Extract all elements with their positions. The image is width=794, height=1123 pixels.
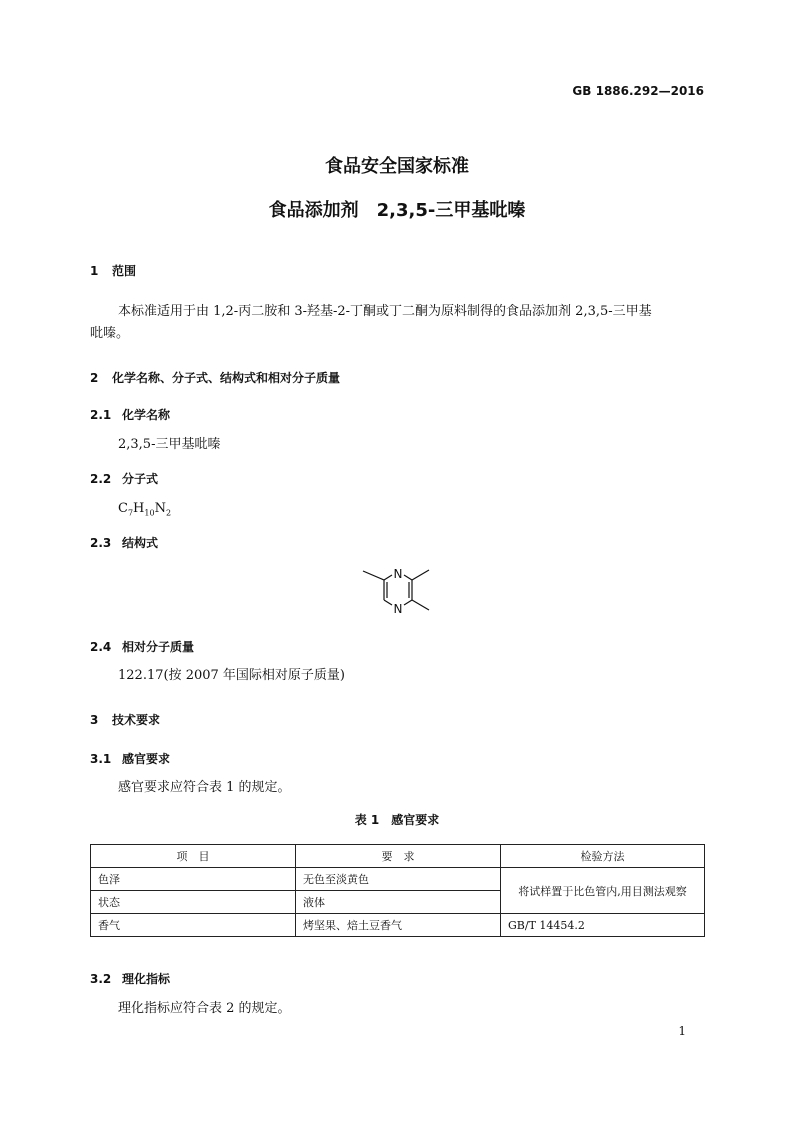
section-3-1-heading	[90, 750, 170, 767]
table-header-row	[91, 845, 705, 868]
physicochemical-text: 理化指标应符合表 2 的规定。	[118, 1001, 291, 1016]
section-2-2-heading	[90, 470, 158, 487]
table-cell-item: 状态	[91, 891, 296, 914]
scope-paragraph-line1: 本标准适用于由 1,2-丙二胺和 3-羟基-2-丁酮或丁二酮为原料制得的食品添加剂 2,3,5-三甲基	[118, 304, 652, 319]
table-cell-requirement: 液体	[296, 891, 501, 914]
standard-number: GB 1886.292—2016	[572, 84, 704, 98]
formula-element: H	[133, 501, 145, 516]
table-header-cell: 要 求	[296, 845, 501, 868]
document-subtitle: 食品添加剂 2,3,5-三甲基吡嗪	[268, 200, 526, 221]
structural-formula	[355, 560, 435, 620]
section-title: 化学名称、分子式、结构式和相对分子质量	[112, 371, 341, 385]
table-row	[91, 914, 705, 937]
section-number: 3	[90, 713, 99, 727]
table-1-caption: 表 1 感官要求	[354, 813, 440, 827]
document-title: 食品安全国家标准	[325, 156, 469, 177]
chemical-name: 2,3,5-三甲基吡嗪	[118, 437, 221, 452]
section-title: 结构式	[122, 536, 159, 550]
table-row	[91, 868, 705, 891]
section-title: 分子式	[122, 472, 159, 486]
nitrogen-atom-bottom: N	[393, 602, 403, 616]
table-header-cell: 检验方法	[501, 845, 705, 868]
section-title: 感官要求	[122, 752, 171, 766]
page-number: 1	[678, 1024, 686, 1038]
section-number: 2.2	[90, 472, 112, 486]
formula-element: C	[118, 501, 128, 516]
section-number: 2	[90, 371, 99, 385]
section-number: 3.1	[90, 752, 112, 766]
table-cell-requirement: 烤坚果、焙土豆香气	[296, 914, 501, 937]
section-number: 2.1	[90, 408, 112, 422]
section-number: 1	[90, 264, 99, 278]
molecular-mass: 122.17(按 2007 年国际相对原子质量)	[118, 668, 345, 683]
formula-subscript: 2	[165, 508, 172, 518]
table-cell-item: 香气	[91, 914, 296, 937]
table-header-cell: 项 目	[91, 845, 296, 868]
section-title: 理化指标	[122, 972, 171, 986]
sensory-requirements-table	[90, 844, 705, 937]
section-2-3-heading	[90, 534, 158, 551]
nitrogen-atom-top: N	[393, 567, 403, 581]
formula-subscript: 7	[127, 508, 134, 518]
formula-subscript: 10	[144, 508, 155, 518]
section-title: 相对分子质量	[122, 640, 195, 654]
section-title: 技术要求	[112, 713, 161, 727]
section-title: 化学名称	[122, 408, 171, 422]
section-title: 范围	[112, 264, 137, 278]
section-number: 3.2	[90, 972, 112, 986]
section-2-4-heading	[90, 638, 194, 655]
scope-paragraph-line2: 吡嗪。	[90, 326, 130, 341]
section-2-heading	[90, 369, 340, 386]
section-2-1-heading	[90, 406, 170, 423]
section-number: 2.4	[90, 640, 112, 654]
section-1-heading	[90, 262, 136, 279]
table-cell-requirement: 无色至淡黄色	[296, 868, 501, 891]
molecular-formula	[118, 501, 171, 518]
table-cell-method: GB/T 14454.2	[501, 914, 705, 937]
table-cell-method: 将试样置于比色管内,用目测法观察	[501, 868, 705, 914]
formula-element: N	[154, 501, 166, 516]
section-number: 2.3	[90, 536, 112, 550]
table-cell-item: 色泽	[91, 868, 296, 891]
section-3-heading	[90, 711, 160, 728]
section-3-2-heading	[90, 970, 170, 987]
sensory-requirement-text: 感官要求应符合表 1 的规定。	[118, 780, 291, 795]
